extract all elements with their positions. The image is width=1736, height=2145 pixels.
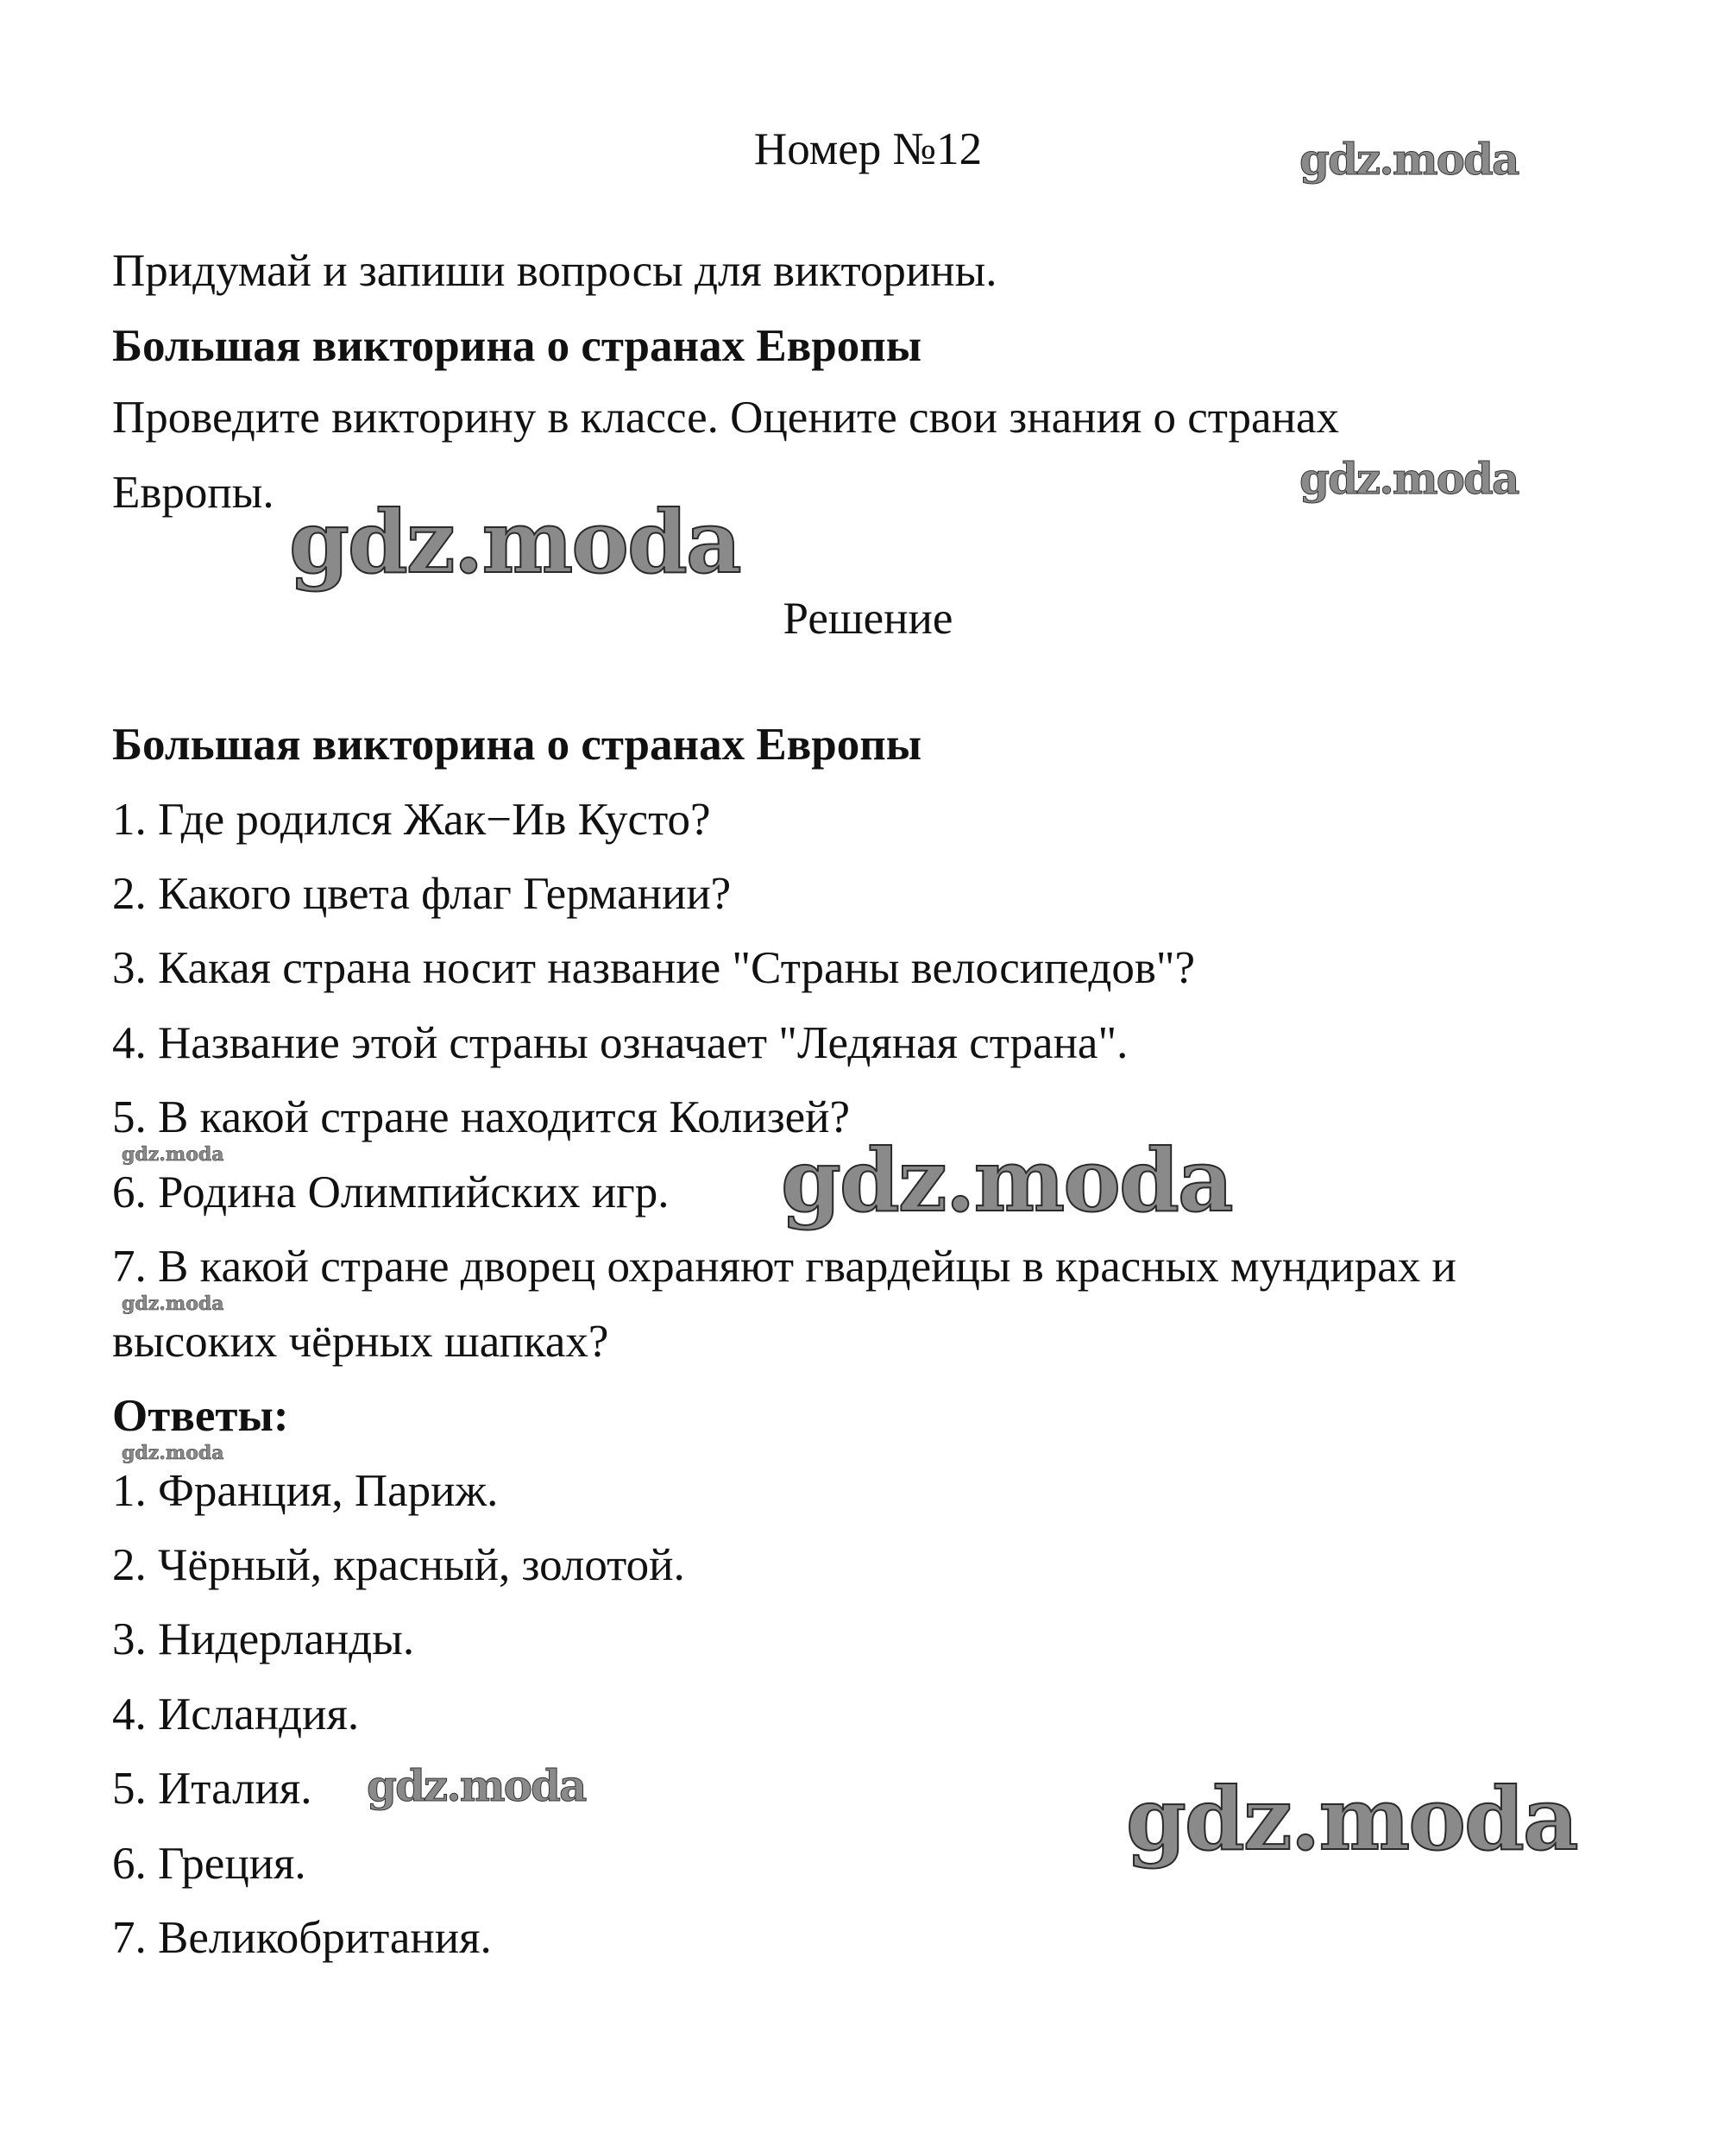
answer-item: 4. Исландия. (112, 1689, 360, 1739)
solution-heading: Большая викторина о странах Европы (112, 720, 922, 770)
answer-item: 7. Великобритания. (112, 1913, 492, 1963)
answer-item: 1. Франция, Париж. (112, 1466, 499, 1516)
task-text-line1: Проведите викторину в классе. Оцените свои знания о странах (112, 393, 1339, 443)
answer-item: 2. Чёрный, красный, золотой. (112, 1540, 685, 1590)
question-item-continued: высоких чёрных шапках? (112, 1317, 609, 1367)
answers-heading: Ответы: (112, 1391, 289, 1441)
watermark-logo: gdz.moda (289, 491, 740, 593)
task-instruction: Придумай и запиши вопросы для викторины. (112, 246, 997, 296)
question-item: 1. Где родился Жак−Ив Кусто? (112, 795, 711, 845)
watermark-logo: gdz.moda (1299, 134, 1519, 185)
question-item: 2. Какого цвета флаг Германии? (112, 869, 732, 919)
watermark-logo: gdz.moda (781, 1129, 1232, 1231)
question-item: 3. Какая страна носит название "Страны велосипедов"? (112, 943, 1195, 993)
question-item: 7. В какой стране дворец охраняют гвардейцы в красных мундирах и (112, 1242, 1456, 1292)
watermark-logo: gdz.moda (122, 1143, 224, 1166)
task-text-line2: Европы. (112, 468, 274, 518)
watermark-logo: gdz.moda (367, 1760, 586, 1811)
page-title: Номер №12 (753, 124, 983, 174)
watermark-logo: gdz.moda (122, 1442, 224, 1464)
task-heading: Большая викторина о странах Европы (112, 321, 922, 371)
watermark-logo: gdz.moda (122, 1293, 224, 1315)
answer-item: 3. Нидерланды. (112, 1614, 415, 1664)
watermark-logo: gdz.moda (1126, 1768, 1577, 1870)
question-item: 4. Название этой страны означает "Ледяная страна". (112, 1018, 1129, 1068)
watermark-logo: gdz.moda (1299, 453, 1519, 504)
question-item: 6. Родина Олимпийских игр. (112, 1167, 670, 1217)
answer-item: 6. Греция. (112, 1839, 306, 1889)
solution-label: Решение (783, 594, 953, 644)
answer-item: 5. Италия. (112, 1764, 312, 1814)
question-item: 5. В какой стране находится Колизей? (112, 1092, 851, 1142)
